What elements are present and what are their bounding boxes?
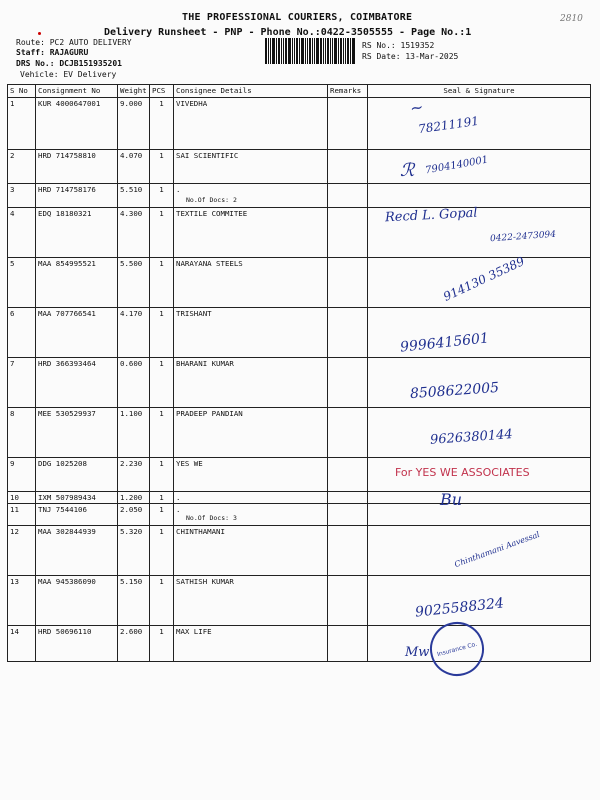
row-consignment-no: MAA 302844939 [36, 526, 118, 576]
barcode-bar [350, 38, 351, 64]
row-consignee [174, 150, 328, 184]
row-sno: 8 [8, 408, 36, 458]
barcode-bar [294, 38, 295, 64]
corner-note: 2810 [560, 14, 583, 24]
row-remarks [328, 504, 368, 526]
table-row [8, 358, 591, 408]
route-line: Route: PC2 AUTO DELIVERY [16, 38, 132, 47]
row-pcs: 1 [150, 576, 174, 626]
row-sno: 9 [8, 458, 36, 492]
row-sno: 2 [8, 150, 36, 184]
row-weight: 5.510 [118, 184, 150, 208]
yes-we-stamp: For YES WE ASSOCIATES [395, 466, 530, 479]
row-consignee [174, 458, 328, 492]
row-consignment-no: EDQ 18180321 [36, 208, 118, 258]
vehicle-line: Vehicle: EV Delivery [20, 70, 117, 79]
row-consignment-no: MAA 854995521 [36, 258, 118, 308]
drs-line: DRS No.: DCJB151935201 [16, 59, 122, 68]
row-remarks [328, 150, 368, 184]
rs-no-value: 1519352 [400, 41, 435, 50]
row-consignment-no: HRD 714758810 [36, 150, 118, 184]
staff-line: Staff: RAJAGURU [16, 48, 89, 57]
row-remarks [328, 626, 368, 662]
barcode-bar [323, 38, 324, 64]
handwriting-14: Mw [405, 645, 430, 660]
runsheet-table [7, 84, 591, 662]
consignee-name: NARAYANA STEELS [176, 259, 243, 268]
row-sno: 11 [8, 504, 36, 526]
row-consignment-no: MAA 945386090 [36, 576, 118, 626]
rs-date-value: 13-Mar-2025 [405, 52, 459, 61]
barcode-bar [270, 38, 271, 64]
col-consignee: Consignee Details [174, 85, 328, 98]
table-row [8, 504, 591, 526]
handwriting-2: 7904140001 [424, 154, 490, 177]
drs-value: DCJB151935201 [59, 59, 122, 68]
route-value: PC2 AUTO DELIVERY [49, 38, 132, 47]
row-pcs: 1 [150, 408, 174, 458]
barcode-bar [265, 38, 267, 64]
consignee-name: . [176, 185, 181, 194]
barcode-bar [352, 38, 355, 64]
rs-date-line: RS Date: 13-Mar-2025 [362, 52, 459, 61]
row-sno: 4 [8, 208, 36, 258]
barcode-bar [332, 38, 333, 64]
row-consignee [174, 576, 328, 626]
handwriting-4b: 0422-2473094 [489, 229, 557, 245]
row-pcs: 1 [150, 504, 174, 526]
consignee-name: SATHISH KUMAR [176, 577, 234, 586]
row-consignment-no: MEE 530529937 [36, 408, 118, 458]
handwriting-8: 9626380144 [429, 427, 514, 448]
row-consignment-no: MAA 707766541 [36, 308, 118, 358]
row-remarks [328, 526, 368, 576]
barcode-bar [338, 38, 339, 64]
barcode-bar [327, 38, 329, 64]
docs-count: No.Of Docs: 3 [186, 514, 237, 522]
row-sno: 12 [8, 526, 36, 576]
consignee-name: CHINTHAMANI [176, 527, 225, 536]
row-remarks [328, 258, 368, 308]
insurance-stamp: Insurance Co. [424, 616, 490, 682]
row-seal-signature [368, 184, 591, 208]
table-header-row [8, 85, 591, 98]
row-weight: 1.100 [118, 408, 150, 458]
handwriting-12: Chinthamani Aavessal [453, 529, 541, 570]
row-sno: 10 [8, 492, 36, 504]
row-consignee [174, 626, 328, 662]
row-pcs: 1 [150, 358, 174, 408]
handwriting-13: 9025588324 [414, 595, 505, 621]
consignee-name: TRISHANT [176, 309, 212, 318]
consignee-name: YES WE [176, 459, 203, 468]
barcode-bar [343, 38, 344, 64]
row-pcs: 1 [150, 150, 174, 184]
row-consignment-no: IXM 507989434 [36, 492, 118, 504]
barcode-bar [325, 38, 326, 64]
barcode-bar [320, 38, 322, 64]
row-weight: 2.230 [118, 458, 150, 492]
row-consignee [174, 526, 328, 576]
barcode-bar [268, 38, 269, 64]
barcode-bar [278, 38, 280, 64]
red-dot-mark [38, 32, 41, 35]
handwriting-5: 914130 35389 [441, 254, 527, 304]
row-weight: 0.600 [118, 358, 150, 408]
row-pcs: 1 [150, 526, 174, 576]
table-row [8, 150, 591, 184]
row-remarks [328, 458, 368, 492]
barcode-bar [312, 38, 313, 64]
barcode-bar [272, 38, 275, 64]
row-weight: 4.300 [118, 208, 150, 258]
consignee-name: . [176, 505, 181, 514]
row-weight: 4.170 [118, 308, 150, 358]
row-consignment-no: HRD 366393464 [36, 358, 118, 408]
row-consignee [174, 408, 328, 458]
row-remarks [328, 576, 368, 626]
handwriting-4a: Recd L. Gopal [384, 205, 478, 226]
barcode-bar [316, 38, 319, 64]
runsheet-subtitle: Delivery Runsheet - PNP - Phone No.:0422-3505555 - Page No.:1 [104, 27, 472, 38]
row-pcs: 1 [150, 458, 174, 492]
row-remarks [328, 98, 368, 150]
row-weight: 5.320 [118, 526, 150, 576]
row-consignment-no: HRD 50696110 [36, 626, 118, 662]
barcode-bar [345, 38, 346, 64]
row-weight: 5.500 [118, 258, 150, 308]
table-row [8, 626, 591, 662]
row-weight: 4.070 [118, 150, 150, 184]
barcode-bar [307, 38, 308, 64]
barcode-bar [340, 38, 342, 64]
row-consignee [174, 504, 328, 526]
handwriting-1: 78211191 [417, 113, 480, 137]
barcode-bar [305, 38, 306, 64]
handwriting-6: 9996415601 [399, 330, 490, 356]
handwriting-9: Bu [440, 490, 463, 509]
consignee-name: BHARANI KUMAR [176, 359, 234, 368]
vehicle-value: EV Delivery [63, 70, 117, 79]
barcode-bar [276, 38, 277, 64]
barcode-bar [334, 38, 337, 64]
barcode-bar [285, 38, 287, 64]
consignee-name: MAX LIFE [176, 627, 212, 636]
consignee-name: TEXTILE COMMITEE [176, 209, 248, 218]
docs-count: No.Of Docs: 2 [186, 196, 237, 204]
company-title: THE PROFESSIONAL COURIERS, COIMBATORE [182, 12, 413, 23]
barcode-bar [281, 38, 282, 64]
barcode-bar [296, 38, 298, 64]
row-pcs: 1 [150, 208, 174, 258]
row-consignment-no: TNJ 7544106 [36, 504, 118, 526]
col-weight: Weight [118, 85, 150, 98]
row-consignee [174, 184, 328, 208]
row-pcs: 1 [150, 258, 174, 308]
row-remarks [328, 208, 368, 258]
row-seal-signature [368, 492, 591, 504]
consignee-name: . [176, 493, 181, 502]
table-row [8, 98, 591, 150]
row-consignee [174, 492, 328, 504]
staff-value: RAJAGURU [49, 48, 89, 57]
row-remarks [328, 308, 368, 358]
row-remarks [328, 492, 368, 504]
signature-1: ~ [408, 96, 425, 119]
row-consignee [174, 358, 328, 408]
row-sno: 6 [8, 308, 36, 358]
barcode-bar [309, 38, 311, 64]
barcode-bar [314, 38, 315, 64]
col-sno: S No [8, 85, 36, 98]
row-remarks [328, 358, 368, 408]
row-sno: 1 [8, 98, 36, 150]
barcode-bar [283, 38, 284, 64]
row-pcs: 1 [150, 184, 174, 208]
row-consignee [174, 258, 328, 308]
row-remarks [328, 408, 368, 458]
row-pcs: 1 [150, 308, 174, 358]
table-row [8, 308, 591, 358]
row-seal-signature [368, 504, 591, 526]
row-weight: 2.050 [118, 504, 150, 526]
handwriting-7: 8508622005 [409, 379, 500, 403]
row-pcs: 1 [150, 98, 174, 150]
row-consignment-no: HRD 714758176 [36, 184, 118, 208]
consignee-name: VIVEDHA [176, 99, 208, 108]
consignee-name: SAI SCIENTIFIC [176, 151, 239, 160]
rs-no-line: RS No.: 1519352 [362, 41, 435, 50]
row-remarks [328, 184, 368, 208]
col-remarks: Remarks [328, 85, 368, 98]
signature-2-scribble: ℛ [400, 160, 415, 181]
barcode-bar [301, 38, 304, 64]
col-consignment: Consignment No [36, 85, 118, 98]
barcode [265, 38, 355, 64]
row-weight: 5.150 [118, 576, 150, 626]
barcode-bar [299, 38, 300, 64]
table-row [8, 184, 591, 208]
row-consignee [174, 208, 328, 258]
row-sno: 13 [8, 576, 36, 626]
row-sno: 14 [8, 626, 36, 662]
consignee-name: PRADEEP PANDIAN [176, 409, 243, 418]
row-consignee [174, 308, 328, 358]
row-consignment-no: DDG 1025208 [36, 458, 118, 492]
row-consignment-no: KUR 4000647001 [36, 98, 118, 150]
row-weight: 1.200 [118, 492, 150, 504]
row-weight: 2.600 [118, 626, 150, 662]
barcode-bar [292, 38, 293, 64]
row-sno: 3 [8, 184, 36, 208]
col-seal: Seal & Signature [368, 85, 591, 98]
row-sno: 7 [8, 358, 36, 408]
row-weight: 9.000 [118, 98, 150, 150]
row-consignee [174, 98, 328, 150]
row-sno: 5 [8, 258, 36, 308]
table-row [8, 492, 591, 504]
barcode-bar [330, 38, 331, 64]
barcode-bar [288, 38, 291, 64]
col-pcs: PCS [150, 85, 174, 98]
row-pcs: 1 [150, 626, 174, 662]
barcode-bar [347, 38, 349, 64]
row-pcs: 1 [150, 492, 174, 504]
